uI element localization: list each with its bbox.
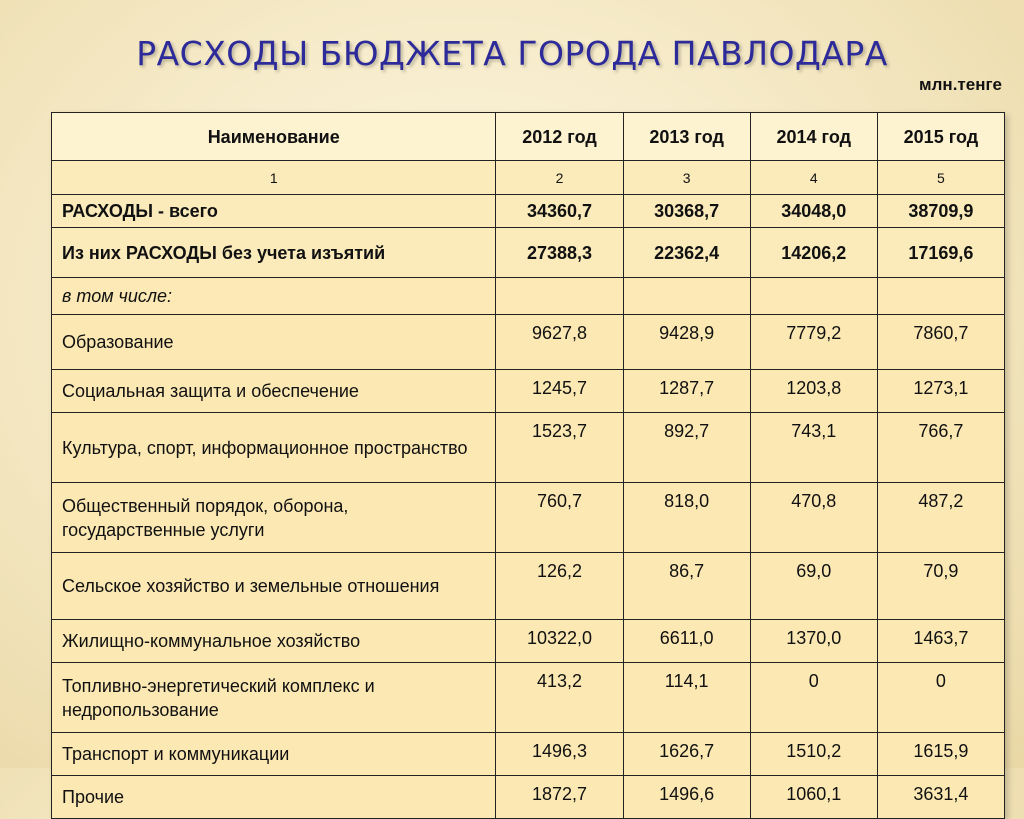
value-cell: 70,9 [877,553,1004,620]
empty-cell [750,278,877,315]
value-cell: 0 [877,663,1004,733]
including-label: в том числе: [52,278,496,315]
index-row [52,161,1005,195]
header-2015: 2015 год [877,113,1004,161]
value-cell: 3631,4 [877,776,1004,819]
page-title: РАСХОДЫ БЮДЖЕТА ГОРОДА ПАВЛОДАРА [136,34,888,73]
value-cell: 22362,4 [623,228,750,278]
value-cell: 1370,0 [750,620,877,663]
value-cell: 14206,2 [750,228,877,278]
value-cell: 1626,7 [623,733,750,776]
index-cell: 1 [52,161,496,195]
row-name: Культура, спорт, информационное пространство [52,413,496,483]
value-cell: 69,0 [750,553,877,620]
table-row [52,663,1005,733]
table-row [52,413,1005,483]
row-name: Сельское хозяйство и земельные отношения [52,553,496,620]
value-cell: 34360,7 [496,195,623,228]
value-cell: 818,0 [623,483,750,553]
value-cell: 1496,3 [496,733,623,776]
header-2014: 2014 год [750,113,877,161]
value-cell: 86,7 [623,553,750,620]
header-2012: 2012 год [496,113,623,161]
index-cell: 5 [877,161,1004,195]
budget-table [51,112,1005,819]
value-cell: 9627,8 [496,315,623,370]
value-cell: 9428,9 [623,315,750,370]
value-cell: 1287,7 [623,370,750,413]
value-cell: 30368,7 [623,195,750,228]
row-name: Топливно-энергетический комплекс и недропользование [52,663,496,733]
value-cell: 1523,7 [496,413,623,483]
header-row [52,113,1005,161]
header-name: Наименование [52,113,496,161]
value-cell: 27388,3 [496,228,623,278]
including-row [52,278,1005,315]
row-name: Из них РАСХОДЫ без учета изъятий [52,228,496,278]
table-row [52,315,1005,370]
empty-cell [496,278,623,315]
row-name: Жилищно-коммунальное хозяйство [52,620,496,663]
value-cell: 1872,7 [496,776,623,819]
index-cell: 2 [496,161,623,195]
index-cell: 4 [750,161,877,195]
value-cell: 114,1 [623,663,750,733]
value-cell: 1203,8 [750,370,877,413]
value-cell: 892,7 [623,413,750,483]
value-cell: 1245,7 [496,370,623,413]
value-cell: 766,7 [877,413,1004,483]
value-cell: 1060,1 [750,776,877,819]
value-cell: 760,7 [496,483,623,553]
empty-cell [623,278,750,315]
row-name: Прочие [52,776,496,819]
value-cell: 7779,2 [750,315,877,370]
value-cell: 7860,7 [877,315,1004,370]
header-2013: 2013 год [623,113,750,161]
net-row [52,228,1005,278]
unit-label: млн.тенге [919,75,1002,94]
row-name: Общественный порядок, оборона, государственные услуги [52,483,496,553]
index-cell: 3 [623,161,750,195]
table-row [52,620,1005,663]
value-cell: 470,8 [750,483,877,553]
value-cell: 126,2 [496,553,623,620]
value-cell: 1496,6 [623,776,750,819]
total-row [52,195,1005,228]
table-row [52,776,1005,819]
value-cell: 1510,2 [750,733,877,776]
table-row [52,370,1005,413]
value-cell: 1615,9 [877,733,1004,776]
value-cell: 17169,6 [877,228,1004,278]
value-cell: 0 [750,663,877,733]
value-cell: 487,2 [877,483,1004,553]
table-row [52,733,1005,776]
table-row [52,483,1005,553]
empty-cell [877,278,1004,315]
table-row [52,553,1005,620]
value-cell: 1463,7 [877,620,1004,663]
value-cell: 413,2 [496,663,623,733]
value-cell: 743,1 [750,413,877,483]
value-cell: 10322,0 [496,620,623,663]
value-cell: 38709,9 [877,195,1004,228]
value-cell: 1273,1 [877,370,1004,413]
row-name: Образование [52,315,496,370]
row-name: Транспорт и коммуникации [52,733,496,776]
value-cell: 6611,0 [623,620,750,663]
value-cell: 34048,0 [750,195,877,228]
row-name: РАСХОДЫ - всего [52,195,496,228]
row-name: Социальная защита и обеспечение [52,370,496,413]
